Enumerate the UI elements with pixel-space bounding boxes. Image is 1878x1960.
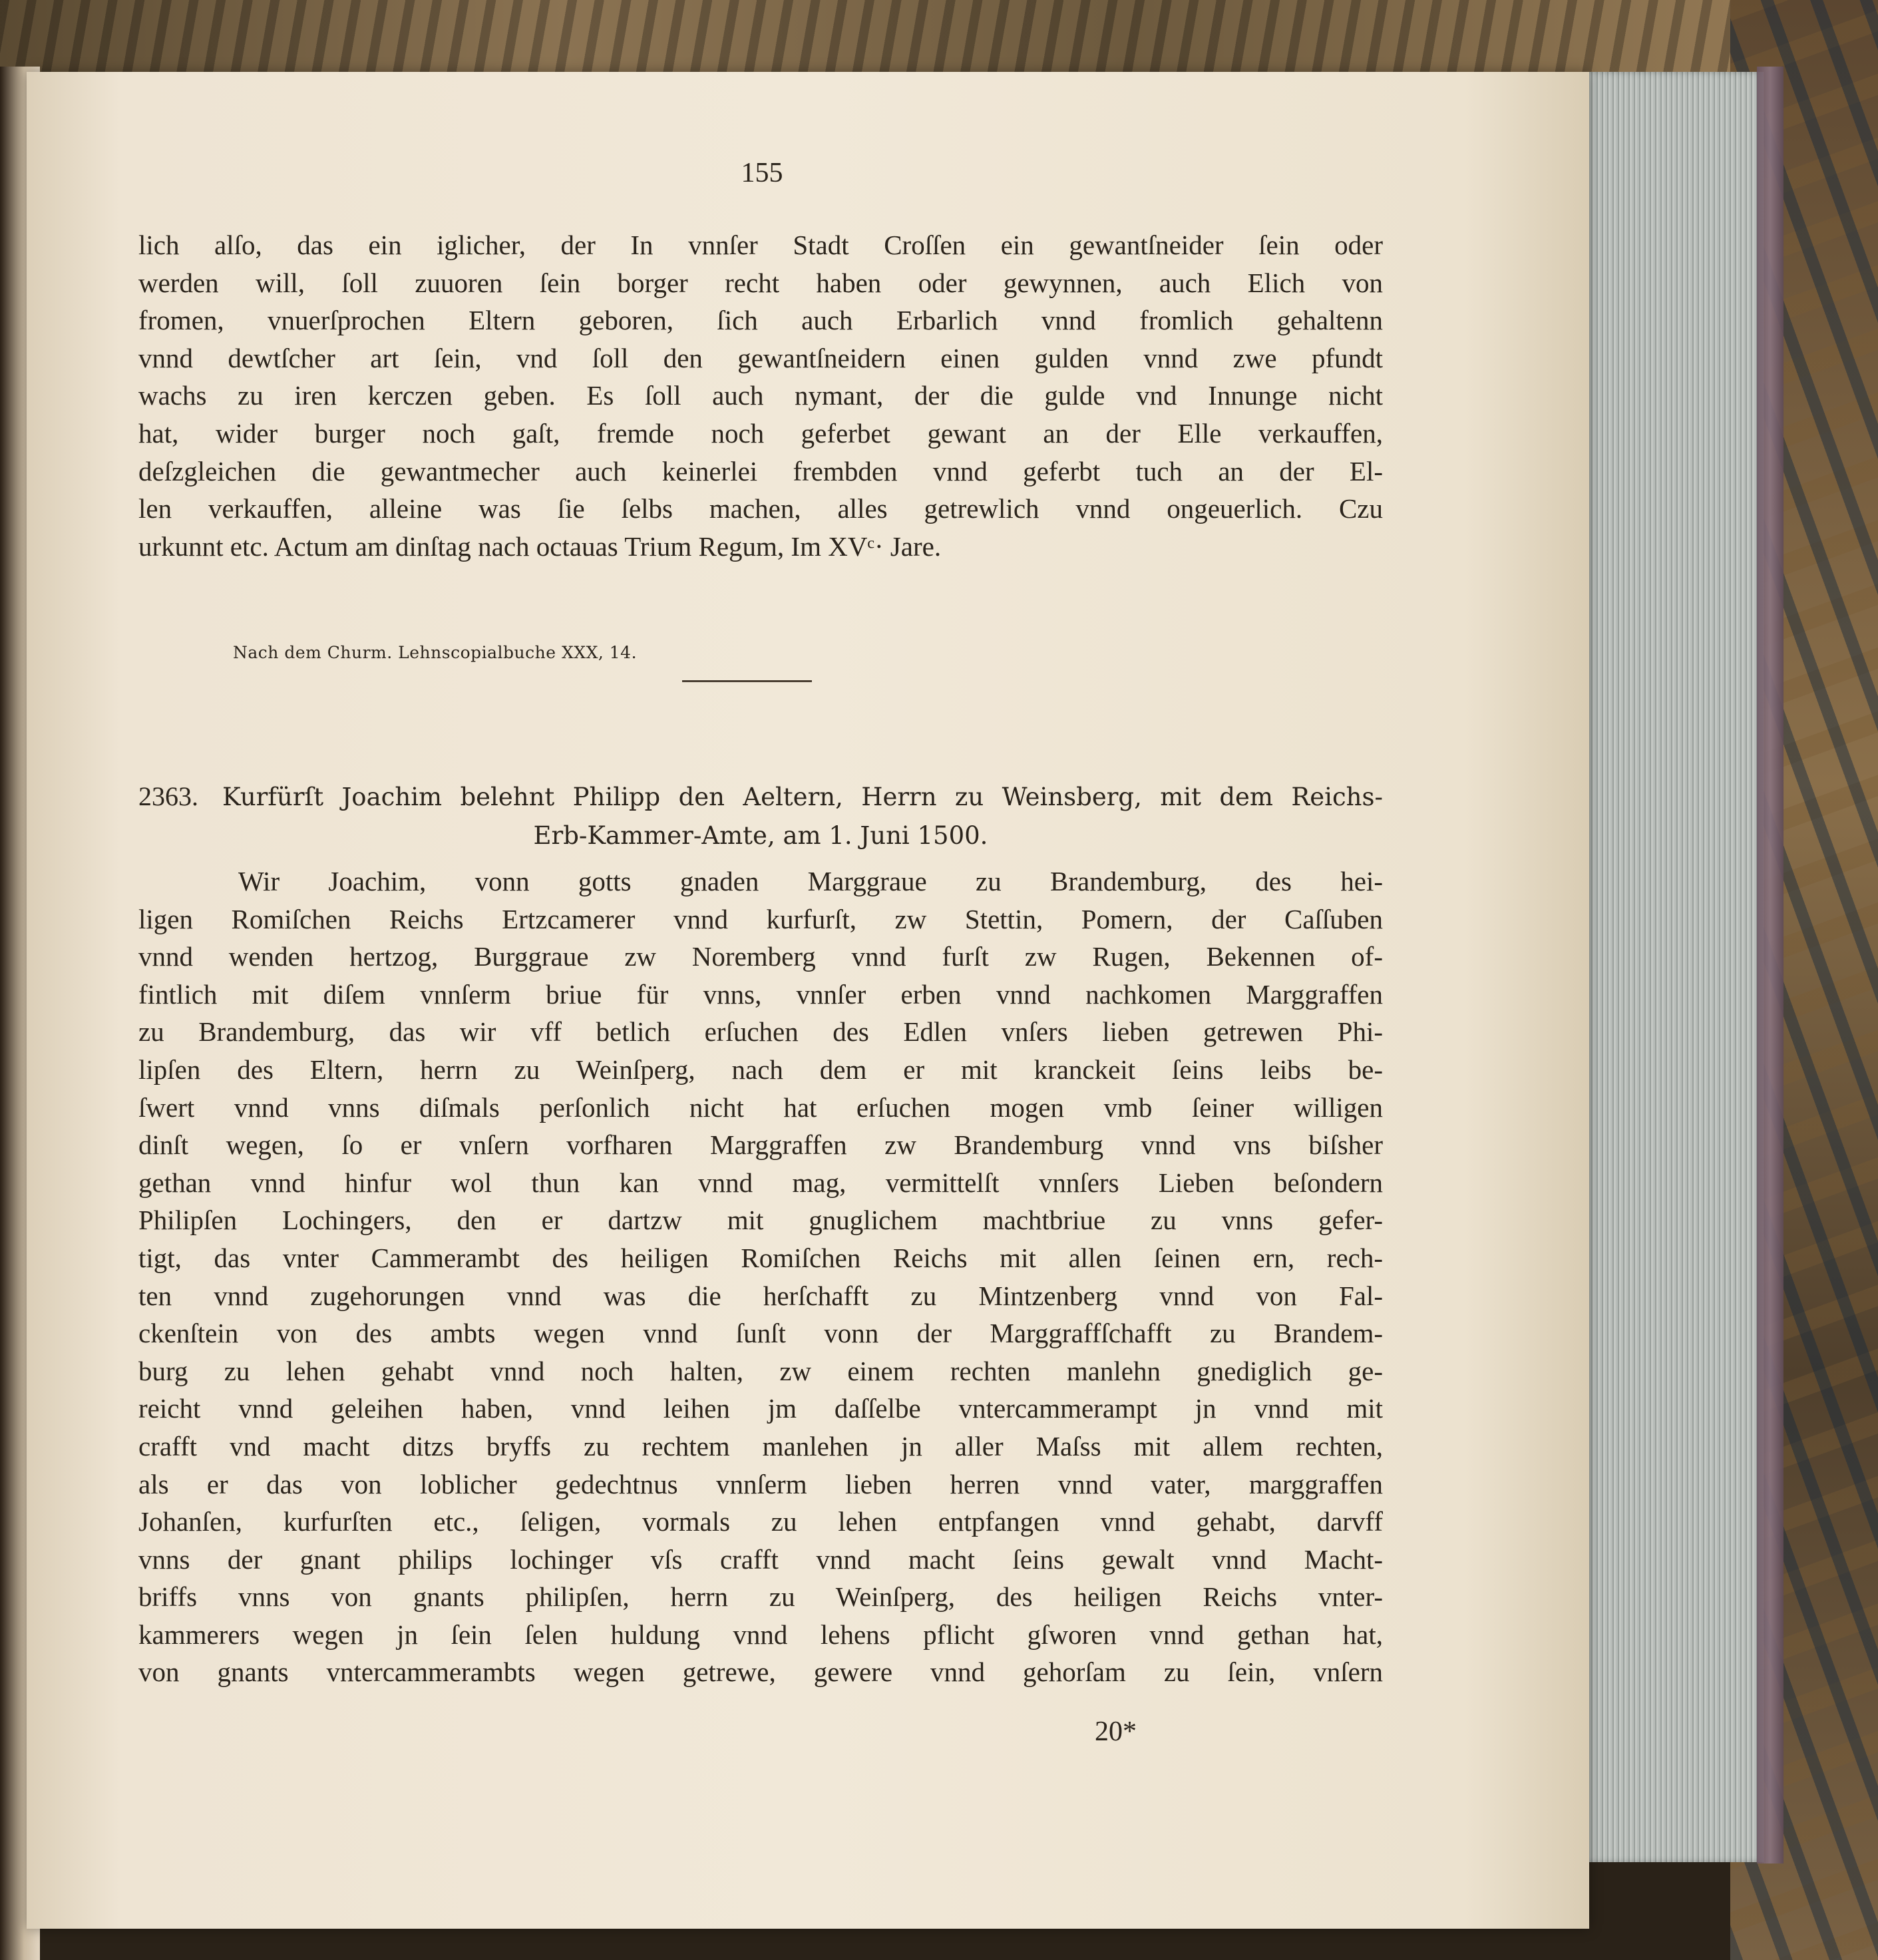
text-line: von gnants vntercammerambts wegen getrewe, gewere vnnd gehorſam zu ſein, vnſern bbox=[138, 1657, 1383, 1688]
text-line: burg zu lehen gehabt vnnd noch halten, zw einem rechten manlehn gnediglich ge- bbox=[138, 1355, 1383, 1386]
text-line: als er das von loblicher gedechtnus vnnſerm lieben herren vnnd vater, marggraffen bbox=[138, 1468, 1383, 1499]
text-line: dinſt wegen, ſo er vnſern vorfharen Marggraffen zw Brandemburg vnnd vns biſsher bbox=[138, 1129, 1383, 1161]
leather-cover-edge bbox=[1757, 67, 1784, 1863]
paragraph-2 bbox=[138, 863, 1383, 1691]
text-line: crafft vnd macht ditzs bryffs zu rechtem manlehen jn aller Maſss mit allem rechten, bbox=[138, 1430, 1383, 1462]
text-line: ligen Romiſchen Reichs Ertzcamerer vnnd kurfurſt, zw Stettin, Pomern, der Caſſuben bbox=[138, 903, 1383, 934]
source-note: Nach dem Churm. Lehnscopialbuche XXX, 14. bbox=[233, 643, 638, 662]
heading-text-1: Kurfürſt Joachim belehnt Philipp den Aeltern, Herrn zu Weinsberg, mit dem Reichs- bbox=[222, 783, 1383, 811]
text-line: vnns der gnant philips lochinger vſs crafft vnnd macht ſeins gewalt vnnd Macht- bbox=[138, 1543, 1383, 1575]
text-line: wachs zu iren kerczen geben. Es ſoll auch nymant, der die gulde vnd Innunge nicht bbox=[138, 380, 1383, 411]
text-line: Wir Joachim, vonn gotts gnaden Marggraue zu Brandemburg, des hei- bbox=[238, 866, 1383, 896]
text-line: ſwert vnnd vnns diſmals perſonlich nicht hat erſuchen mogen vmb ſeiner willigen bbox=[138, 1091, 1383, 1123]
text-line: ckenſtein von des ambts wegen vnnd ſunſt vonn der Marggraffſchafft zu Brandem- bbox=[138, 1318, 1383, 1349]
text-line: deſzgleichen die gewantmecher auch keinerlei frembden vnnd geferbt tuch an der El- bbox=[138, 455, 1383, 487]
text-line: gethan vnnd hinfur wol thun kan vnnd mag, vermittelſt vnnſers Lieben beſondern bbox=[138, 1167, 1383, 1198]
text-line: Johanſen, kurfurſten etc., ſeligen, vormals zu lehen entpfangen vnnd gehabt, darvff bbox=[138, 1506, 1383, 1537]
text-line: lipſen des Eltern, herrn zu Weinſperg, nach dem er mit kranckeit ſeins leibs be- bbox=[138, 1054, 1383, 1085]
document-number: 2363. bbox=[138, 781, 198, 811]
text-line: ten vnnd zugehorungen vnnd was die herſchafft zu Mintzenberg vnnd von Fal- bbox=[138, 1280, 1383, 1311]
text-line: hat, wider burger noch gaſt, fremde noch geferbet gewant an der Elle verkauffen, bbox=[138, 417, 1383, 449]
text-line: fromen, vnuerſprochen Eltern geboren, ſich auch Erbarlich vnnd fromlich gehaltenn bbox=[138, 305, 1383, 336]
text-line: zu Brandemburg, das wir vff betlich erſuchen des Edlen vnſers lieben getrewen Phi- bbox=[138, 1016, 1383, 1048]
section-divider bbox=[682, 680, 812, 682]
signature-mark: 20* bbox=[1095, 1716, 1137, 1747]
paragraph-1 bbox=[138, 226, 1383, 565]
text-line: tigt, das vnter Cammerambt des heiligen Romiſchen Reichs mit allen ſeinen ern, rech- bbox=[138, 1242, 1383, 1273]
document-heading bbox=[138, 777, 1383, 855]
text-line: lich alſo, das ein iglicher, der In vnnſer Stadt Croſſen ein gewantſneider ſein oder bbox=[138, 230, 1383, 260]
text-line: briffs vnns von gnants philipſen, herrn zu Weinſperg, des heiligen Reichs vnter- bbox=[138, 1581, 1383, 1613]
heading-line-1 bbox=[138, 777, 1383, 817]
text-line: Philipſen Lochingers, den er dartzw mit gnuglichem machtbriue zu vnns gefer- bbox=[138, 1205, 1383, 1236]
text-line: fintlich mit diſem vnnſerm briue für vnns, vnnſer erben vnnd nachkomen Marggraffen bbox=[138, 978, 1383, 1010]
book-page bbox=[27, 72, 1589, 1929]
text-line: werden will, ſoll zuuoren ſein borger recht haben oder gewynnen, auch Elich von bbox=[138, 267, 1383, 298]
heading-line-2: Erb-Kammer-Amte, am 1. Juni 1500. bbox=[533, 821, 988, 850]
text-line: kammerers wegen jn ſein ſelen huldung vnnd lehens pflicht gſworen vnnd gethan hat, bbox=[138, 1619, 1383, 1650]
text-line: vnnd wenden hertzog, Burggraue zw Noremberg vnnd furſt zw Rugen, Bekennen of- bbox=[138, 941, 1383, 972]
text-line: vnnd dewtſcher art ſein, vnd ſoll den gewantſneidern einen gulden vnnd zwe pfundt bbox=[138, 342, 1383, 373]
page-number: 155 bbox=[741, 158, 783, 188]
text-line: urkunnt etc. Actum am dinſtag nach octauas Trium Regum, Im XVᶜ· Jare. bbox=[138, 530, 942, 562]
text-line: len verkauffen, alleine was ſie ſelbs machen, alles getrewlich vnnd ongeuerlich. Czu bbox=[138, 493, 1383, 524]
page-stack-edge bbox=[1584, 72, 1764, 1862]
text-line: reicht vnnd geleihen haben, vnnd leihen jm daſſelbe vntercammerampt jn vnnd mit bbox=[138, 1393, 1383, 1424]
